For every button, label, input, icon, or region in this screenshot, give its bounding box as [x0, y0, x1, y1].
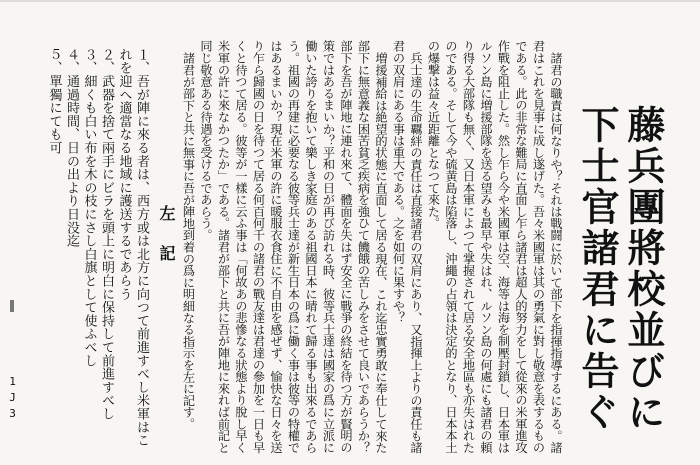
leaflet-body [139, 40, 564, 455]
body-paragraph: 増援補給は絶望的状態に直面して居る現在、これ迄忠實勇敢に奉仕して來た部下に無意義な困苦貧乏疾病を強ひて饑餓の苦しみをさせて良いであらうか？部下を吾が陣地に連れ來て、體面を失はず安全に戰爭の終結を待つ方が賢明の策ではあるまいか？平和の日が再び訪れる時、彼等兵士達は國家の爲に立派に働いた誇りを抱いて樂しき家庭のある祖國日本に晴れて歸る事も出來るであらう。祖國の再建に必要なる彼等兵士達が新生日本の爲に働く事は彼等の特權ではあるまいか？現在米軍の許に暖服衣食住に不自由を感ぜず、愉快な日々を送り乍ら歸國の日を待つて居る何百何千の諸君の戰友達は君達の參加を一日も早くと待つて居る。彼等が一樣に云ふ事は「何故あの悲慘なる狀態より脫し早く米軍の許に來なかつたか」である。諸君が部下と共に吾が陣地に來れば前記と同じ敬意ある待遇を受けるであらう。 [199, 40, 388, 454]
body-paragraph: 諸君の職責は何なりや？それは戰闘に於いて部下を指揮指導するにある。諸君はこれを見事に成し遂げた。吾々米國軍は其の勇氣に對し敬意を表するものである。此の非常な難局に直面し乍ら諸君は超人的努力をして從來の米軍進攻作戰を阻止した。然し乍ら今や米國軍は空、海等は海を制壓封鎖し、日本軍はルソン島に増援部隊を送る望みも最早や失はれ、ルソン島の何處にも諸君の頼り得る大部隊も無く、又日本軍によつて掌握されて居る安全地區も亦失はれたのである。そして今や硫黄島は陷落し、沖繩の占領は決定的となり、日本本土の爆撃は益々近距離となつて來た。 [426, 40, 563, 454]
instructions-block [18, 40, 188, 465]
leaflet-title: 藤兵團將校並びに下士官諸君に告ぐ [575, 105, 666, 433]
instruction-item: ２、武器を捨て兩手にビラを頭上に明白に保持して前進すべし [99, 48, 114, 421]
edge-marker [10, 300, 14, 312]
instructions-list [45, 48, 150, 448]
instruction-item: ３、細くも白い布を木の枝にさし白旗として使ふべし [81, 48, 97, 368]
instruction-item: ４、通過時間、日の出より日没迄 [64, 48, 79, 248]
instructions-heading: 左記 [157, 205, 176, 285]
page-number: 1J3 [6, 375, 19, 423]
body-paragraph: 諸君が部下と共に無事に吾が陣地到着の爲に明細なる指示を左に記す。 [181, 52, 196, 430]
instruction-item: ５、單獨にても可 [46, 48, 62, 155]
body-paragraph: 兵士達の生命覊絆の責任は直接諸君の双肩にあり、又指揮上よりの責任も諸君の双肩にある事は重大である。之を如何に果すや？ [391, 40, 423, 454]
top-edge [0, 0, 700, 2]
instruction-item: １、吾が陣に來る者は、西方或は北方に向つて前進すべし米軍はこれを迎へ適當なる地域に護送するであらう [116, 48, 149, 447]
